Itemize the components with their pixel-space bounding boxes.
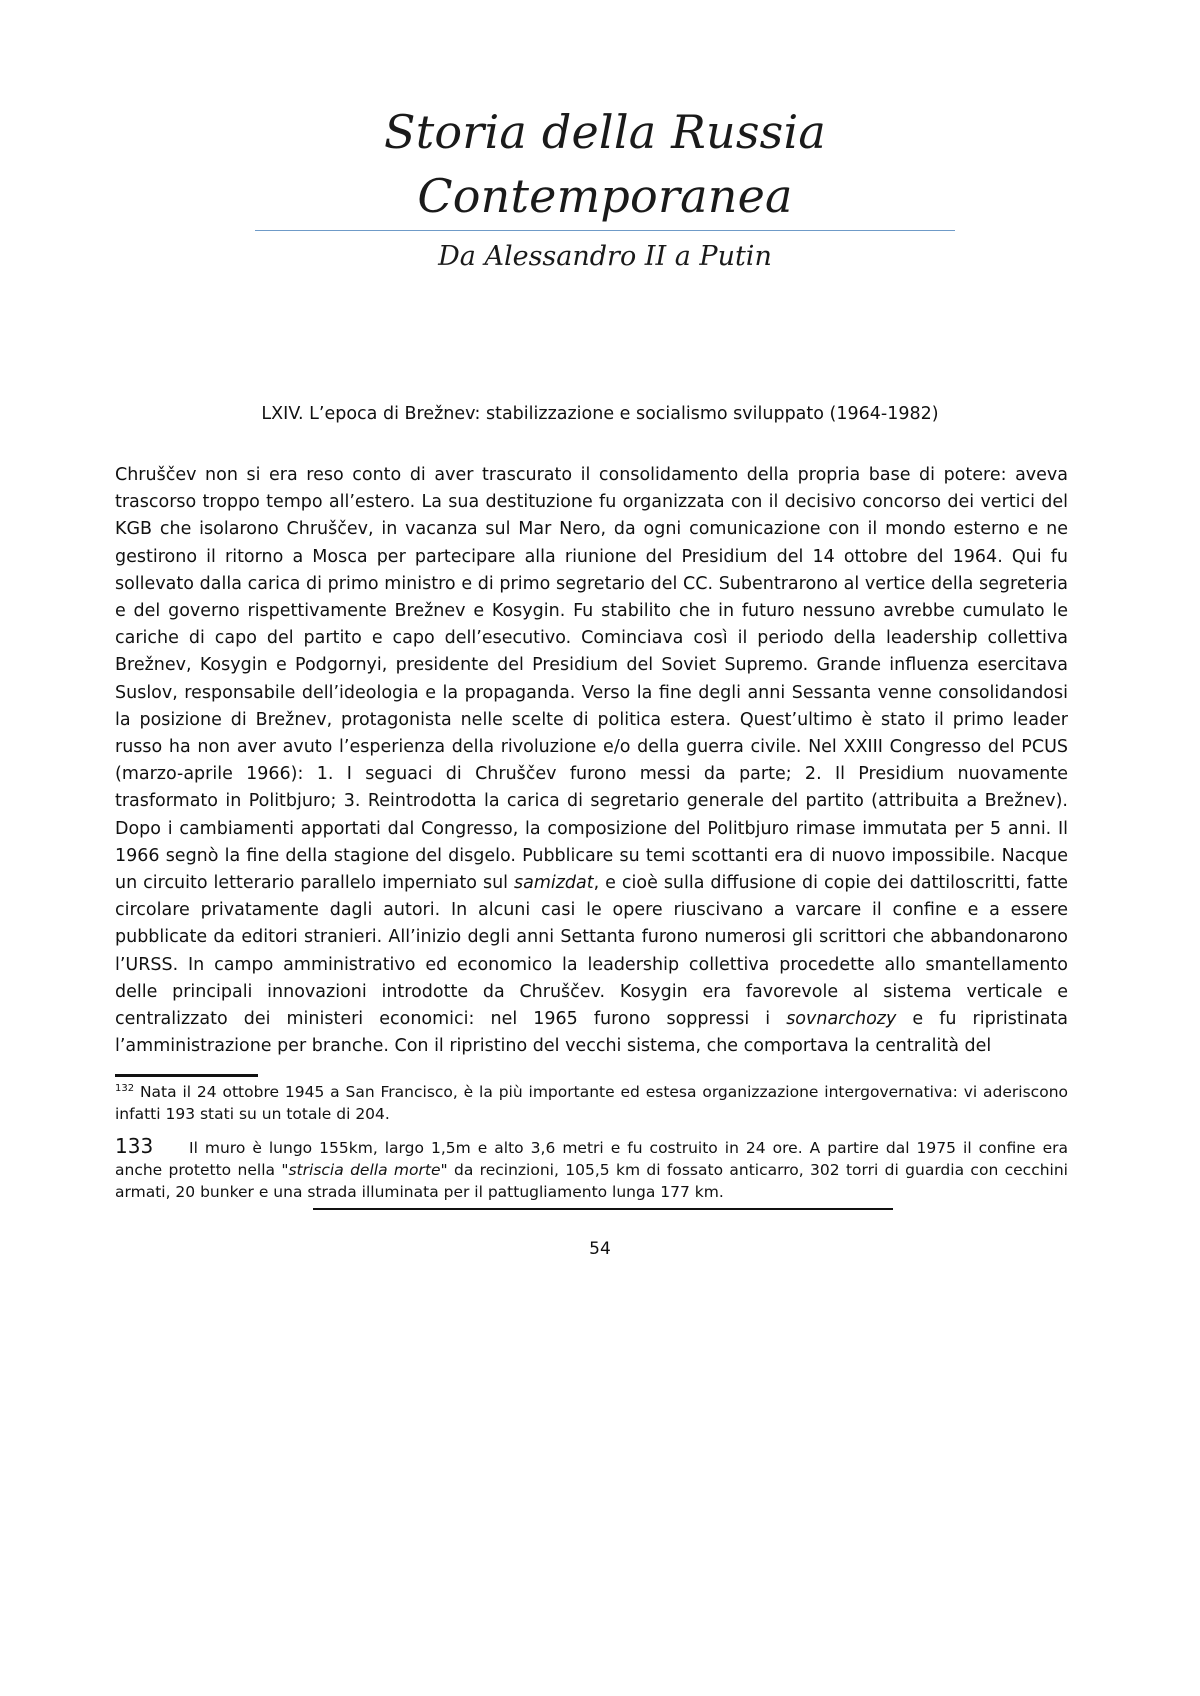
body-text-part-3: e fu ripristinata l’amministrazione per branche. Con il ripristino del vecchi sistema, che comportava la centralità del (115, 1009, 1069, 1057)
body-text-part-1: Chruščev non si era reso conto di aver trascurato il consolidamento della propria base di potere: aveva trascorso troppo tempo all’estero. La sua destituzione fu organizzata con il decisivo concorso dei vertici del KGB che isolarono Chruščev, in vacanza sul Mar Nero, da ogni comunicazione con il mondo esterno e ne gestirono il ritorno a Mosca per partecipare alla riunione del Presidium del 14 ottobre del 1964. Qui fu sollevato dalla carica di primo ministro e di primo segretario del CC. Subentrarono al vertice della segreteria e del governo rispettivamente Brežnev e Kosygin. Fu stabilito che in futuro nessuno avrebbe cumulato le cariche di capo del partito e capo dell’esecutivo. Cominciava così il periodo della leadership collettiva Brežnev, Kosygin e Podgornyi, presidente del Presidium del Soviet Supremo. Grande influenza esercitava Suslov, responsabile dell’ideologia e la propaganda. Verso la fine degli anni Sessanta venne consolidandosi la posizione di Brežnev, protagonista nelle scelte di politica estera. Quest’ultimo è stato il primo leader russo ha non aver avuto l’esperienza della rivoluzione e/o della guerra civile. Nel XXIII Congresso del PCUS (marzo-aprile 1966): 1. I seguaci di Chruščev furono messi da parte; 2. Il Presidium nuovamente trasformato in Politbjuro; 3. Reintrodotta la carica di segretario generale del partito (attribuita a Brežnev). Dopo i cambiamenti apportati dal Congresso, la composizione del Politbjuro rimase immutata per 5 anni. Il 1966 segnò la fine della stagione del disgelo. Pubblicare su temi scottanti era di nuovo impossibile. Nacque un circuito letterario parallelo imperniato sul (115, 465, 1068, 894)
footnote-number: 133 (115, 1134, 154, 1158)
body-paragraph (115, 462, 1068, 1060)
footnote-text: Nata il 24 ottobre 1945 a San Francisco, è la più importante ed estesa organizzazione intergovernativa: vi aderiscono infatti 193 stati su un totale di 204. (115, 1083, 1068, 1123)
title-underline (255, 230, 955, 231)
footnote-separator (115, 1074, 258, 1077)
term-sovnarchozy: sovnarchozy (786, 1009, 897, 1030)
book-title-block (255, 100, 955, 275)
footnote-italic-term: striscia della morte (288, 1161, 441, 1179)
book-title-line-2: Contemporanea (417, 169, 793, 223)
footnote-number: 132 (115, 1082, 135, 1094)
book-title-line-1: Storia della Russia (384, 105, 826, 159)
footnote-132 (115, 1081, 1068, 1125)
footnote-end-rule (313, 1208, 893, 1210)
footnote-133 (115, 1135, 1068, 1203)
body-text (115, 462, 1068, 1060)
body-text-part-2: , e cioè sulla diffusione di copie dei dattiloscritti, fatte circolare privatamente dagli autori. In alcuni casi le opere riuscivano a varcare il confine e a essere pubblicate da editori stranieri. All’inizio degli anni Settanta furono numerosi gli scrittori che abbandonarono l’URSS. In campo amministrativo ed economico la leadership collettiva procedette allo smantellamento delle principali innovazioni introdotte da Chruščev. Kosygin era favorevole al sistema verticale e centralizzato dei ministeri economici: nel 1965 furono soppressi i (115, 873, 1068, 1030)
chapter-heading: LXIV. L’epoca di Brežnev: stabilizzazione e socialismo sviluppato (1964-1982) (261, 404, 939, 424)
book-subtitle: Da Alessandro II a Putin (438, 241, 772, 272)
footnote-text-before: Il muro è lungo 155km, largo 1,5m e alto 3,6 metri e fu costruito in 24 ore. A partire dal 1975 il confine era anche protetto nella " (115, 1139, 1068, 1179)
footnote-text-after: " da recinzioni, 105,5 km di fossato anticarro, 302 torri di guardia con cecchini armati, 20 bunker e una strada illuminata per il pattugliamento lunga 177 km. (115, 1161, 1068, 1201)
term-samizdat: samizdat (514, 873, 594, 894)
page-number: 54 (589, 1239, 611, 1259)
